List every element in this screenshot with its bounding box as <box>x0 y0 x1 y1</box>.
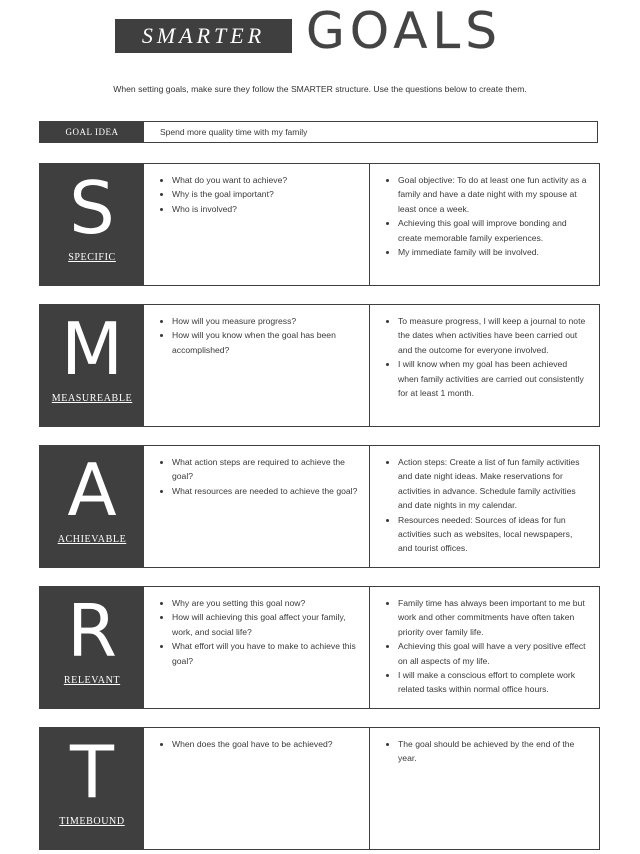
answer-item: • To measure progress, I will keep a journal to note the dates when activities have been carried out and the outcome for everyone involved. <box>398 314 589 357</box>
row-word: RELEVANT <box>63 675 121 686</box>
page-title: GOALS <box>306 2 503 60</box>
smart-row-specific <box>39 163 600 286</box>
question-item: • What effort will you have to make to achieve this goal? <box>172 639 359 668</box>
row-letter: T <box>70 730 114 814</box>
question-item: • What resources are needed to achieve the goal? <box>172 484 359 498</box>
intro-text: When setting goals, make sure they follow the SMARTER structure. Use the questions below to create them. <box>113 84 527 94</box>
answers-cell <box>370 587 599 708</box>
row-word: TIMEBOUND <box>59 816 125 827</box>
answer-item: • I will know when my goal has been achieved when family activities are carried out consistently for at least 1 month. <box>398 357 589 400</box>
answer-item: • Family time has always been important to me but work and other commitments have often taken priority over family life. <box>398 596 589 639</box>
answers-cell <box>370 446 599 567</box>
answers-cell <box>370 305 599 426</box>
letter-panel <box>40 164 144 285</box>
goal-idea-row <box>39 121 598 143</box>
letter-panel <box>40 728 144 849</box>
answer-item: • Achieving this goal will improve bonding and create memorable family experiences. <box>398 216 589 245</box>
row-word: ACHIEVABLE <box>57 534 127 545</box>
row-letter: S <box>69 166 115 250</box>
questions-cell <box>144 305 370 426</box>
question-item: • Why is the goal important? <box>172 187 359 201</box>
question-item: • How will you know when the goal has been accomplished? <box>172 328 359 357</box>
question-item: • How will you measure progress? <box>172 314 359 328</box>
questions-cell <box>144 446 370 567</box>
smarter-badge: SMARTER <box>115 19 292 53</box>
question-item: • What action steps are required to achieve the goal? <box>172 455 359 484</box>
answers-cell <box>370 164 599 285</box>
letter-panel <box>40 587 144 708</box>
answer-item: • I will make a conscious effort to complete work related tasks within normal office hours. <box>398 668 589 697</box>
answer-item: • The goal should be achieved by the end of the year. <box>398 737 589 766</box>
letter-panel <box>40 446 144 567</box>
letter-panel <box>40 305 144 426</box>
row-letter: A <box>67 448 117 532</box>
answers-cell <box>370 728 599 849</box>
row-word: MEASUREABLE <box>51 393 133 404</box>
questions-cell <box>144 164 370 285</box>
answer-item: • Goal objective: To do at least one fun activity as a family and have a date night with my spouse at least once a week. <box>398 173 589 216</box>
answer-item: • Achieving this goal will have a very positive effect on all aspects of my life. <box>398 639 589 668</box>
question-item: • When does the goal have to be achieved? <box>172 737 359 751</box>
smart-row-measureable <box>39 304 600 427</box>
answer-item: • My immediate family will be involved. <box>398 245 589 259</box>
questions-cell <box>144 728 370 849</box>
row-letter: R <box>66 589 118 673</box>
answer-item: • Resources needed: Sources of ideas for fun activities such as websites, local newspapers, and tourist offices. <box>398 513 589 556</box>
page-header <box>0 2 640 60</box>
question-item: • How will achieving this goal affect your family, work, and social life? <box>172 610 359 639</box>
question-item: • Who is involved? <box>172 202 359 216</box>
answer-item: • Action steps: Create a list of fun family activities and date night ideas. Make reservations for activities in advance. Schedule family activities and date nights in my calendar. <box>398 455 589 513</box>
smart-row-relevant <box>39 586 600 709</box>
goal-idea-label: GOAL IDEA <box>40 122 144 142</box>
questions-cell <box>144 587 370 708</box>
smart-row-achievable <box>39 445 600 568</box>
question-item: • What do you want to achieve? <box>172 173 359 187</box>
row-word: SPECIFIC <box>68 252 116 263</box>
row-letter: M <box>60 307 124 391</box>
goal-idea-value: Spend more quality time with my family <box>160 127 308 137</box>
question-item: • Why are you setting this goal now? <box>172 596 359 610</box>
smart-row-timebound <box>39 727 600 850</box>
